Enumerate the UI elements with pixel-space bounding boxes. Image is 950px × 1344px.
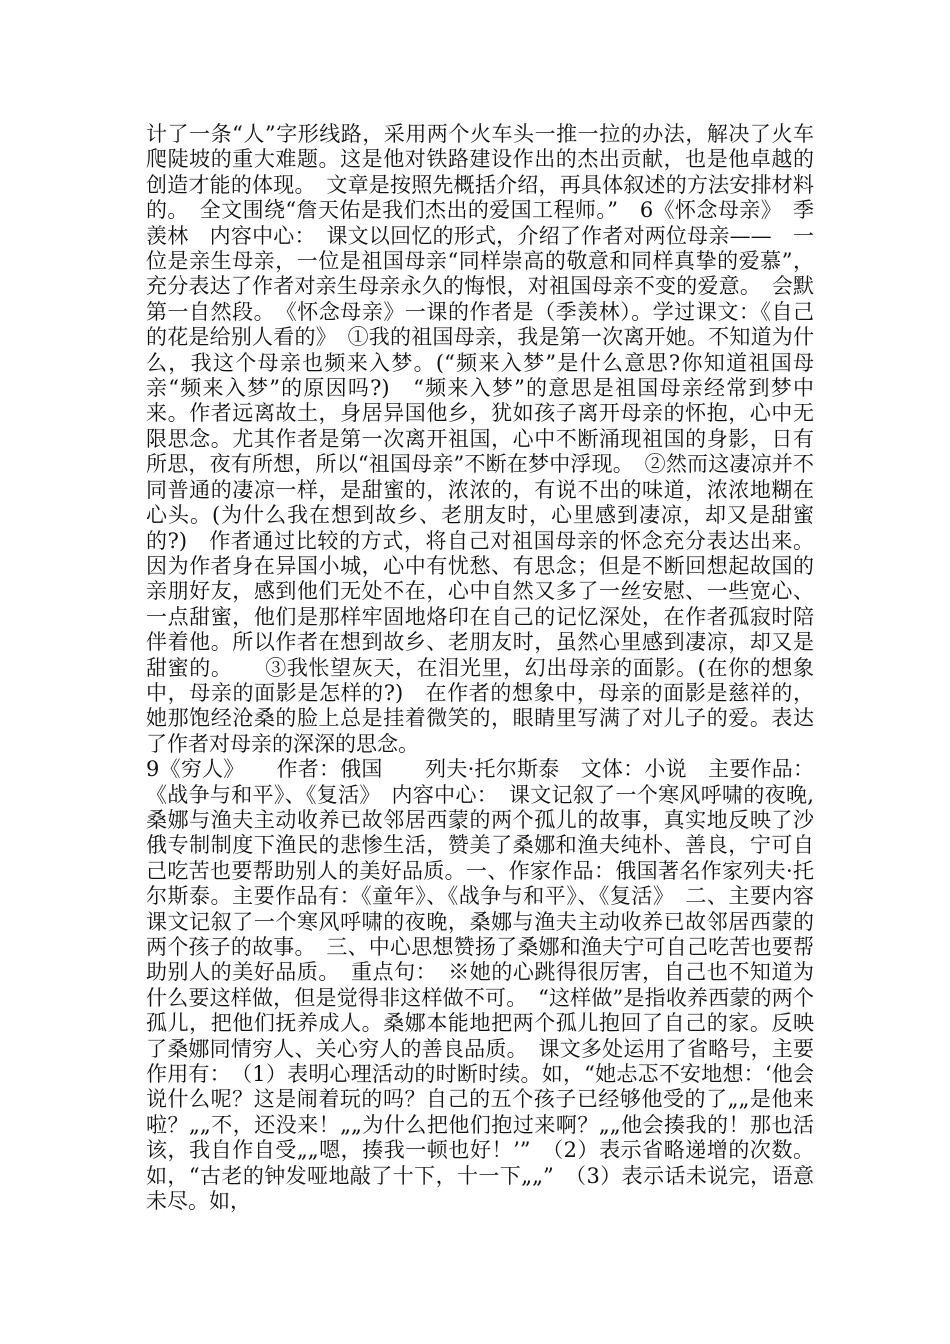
paragraph-lesson-9: 9《穷人》 作者：俄国 列夫·托尔斯泰 文体：小说 主要作品：《战争与和平》、《复活》 内容中心： 课文记叙了一个寒风呼啸的夜晚,桑娜与渔夫主动收养已故邻居西蒙的两个孤儿的故事，真实地反映了沙俄专制制度下渔民的悲惨生活，赞美了桑娜和渔夫纯朴、善良，宁可自己吃苦也要帮助别人的美好品质。一、作家作品：俄国著名作家列夫·托尔斯泰。主要作品有：《童年》、《战争与和平》、《复活》 二、主要内容课文记叙了一个寒风呼啸的夜晚，桑娜与渔夫主动收养已故邻居西蒙的两个孩子的故事。 三、中心思想赞扬了桑娜和渔夫宁可自己吃苦也要帮助别人的美好品质。 重点句： ※她的心跳得很厉害，自己也不知道为什么要这样做，但是觉得非这样做不可。 “这样做”是指收养西蒙的两个孤儿，把他们抚养成人。桑娜本能地把两个孤儿抱回了自己的家。反映了桑娜同情穷人、关心穷人的善良品质。 课文多处运用了省略号，主要作用有： （1）表明心理活动的时断时续。如，“她忐忑不安地想：‘他会说什么呢？这是闹着玩的吗？自己的五个孩子已经够他受的了„„是他来啦？„„不，还没来！„„为什么把他们抱过来啊？„„他会揍我的！那也活该，我自作自受„„嗯，揍我一顿也好！’” （2）表示省略递增的次数。如，“古老的钟发哑地敲了十下，十一下„„” （3）表示话未说完，语意未尽。如， — [146, 757, 814, 1214]
document-body — [146, 122, 814, 1214]
paragraph-lessons-5-6: 计了一条“人”字形线路，采用两个火车头一推一拉的办法，解决了火车爬陡坡的重大难题。这是他对铁路建设作出的杰出贡献，也是他卓越的创造才能的体现。 文章是按照先概括介绍，再具体叙述的方法安排材料的。 全文围绕“詹天佑是我们杰出的爱国工程师。” 6《怀念母亲》 季羡林 内容中心： 课文以回忆的形式，介绍了作者对两位母亲—— 一位是亲生母亲，一位是祖国母亲“同样崇高的敬意和同样真挚的爱慕”，充分表达了作者对亲生母亲永久的悔恨，对祖国母亲不变的爱意。 会默第一自然段。 《怀念母亲》一课的作者是（季羡林）。学过课文：《自己的花是给别人看的》 ①我的祖国母亲，我是第一次离开她。不知道为什么，我这个母亲也频来入梦。(“频来入梦”是什么意思?你知道祖国母亲“频来入梦”的原因吗?) “频来入梦”的意思是祖国母亲经常到梦中来。作者远离故土，身居异国他乡，犹如孩子离开母亲的怀抱，心中无限思念。尤其作者是第一次离开祖国，心中不断涌现祖国的身影，日有所思，夜有所想，所以“祖国母亲”不断在梦中浮现。 ②然而这凄凉并不同普通的凄凉一样，是甜蜜的，浓浓的，有说不出的味道，浓浓地糊在心头。(为什么我在想到故乡、老朋友时，心里感到凄凉，却又是甜蜜的?) 作者通过比较的方式，将自己对祖国母亲的怀念充分表达出来。因为作者身在异国小城，心中有忧愁、有思念；但是不断回想起故国的亲朋好友，感到他们无处不在，心中自然又多了一丝安慰、一些宽心、一点甜蜜，他们是那样牢固地烙印在自己的记忆深处，在作者孤寂时陪伴着他。所以作者在想到故乡、老朋友时，虽然心里感到凄凉，却又是甜蜜的。 ③我怅望灰天，在泪光里，幻出母亲的面影。(在你的想象中，母亲的面影是怎样的?) 在作者的想象中，母亲的面影是慈祥的，她那饱经沧桑的脸上总是挂着微笑的，眼睛里写满了对儿子的爱。表达了作者对母亲的深深的思念。 — [146, 122, 814, 756]
